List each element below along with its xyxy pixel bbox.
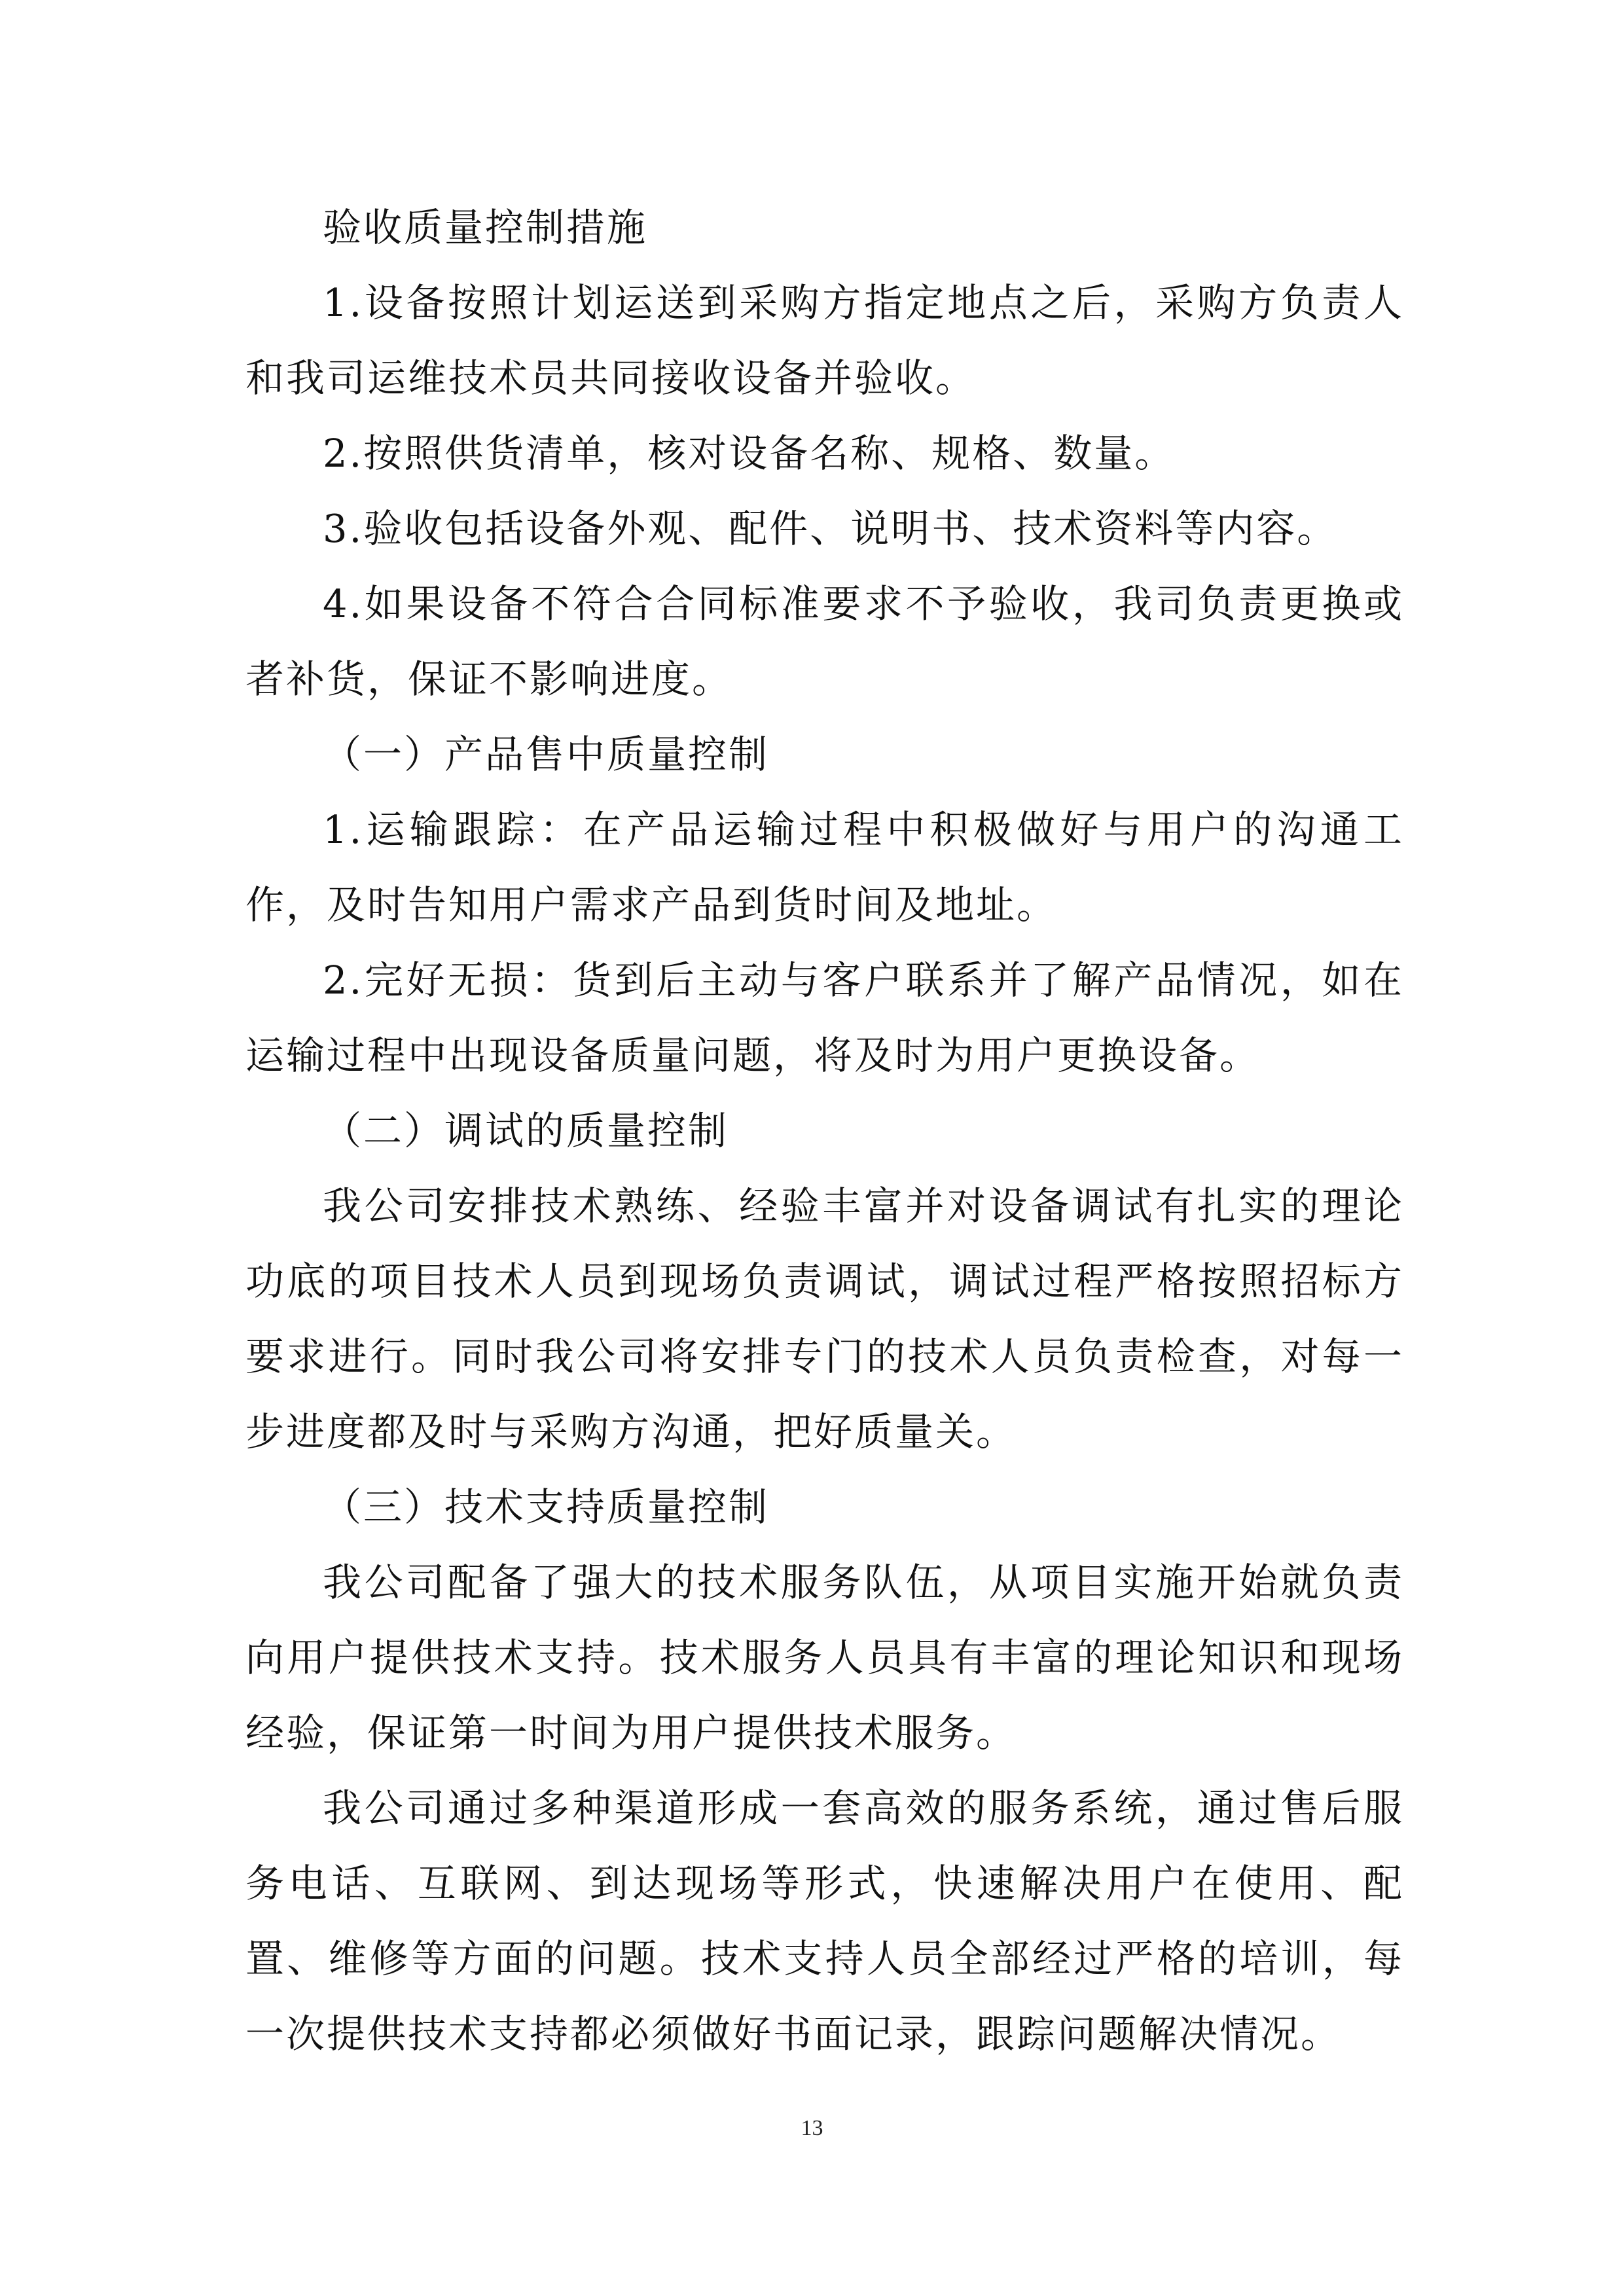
section-heading-acceptance: 验收质量控制措施 [323,205,648,250]
section-heading-debugging: （二）调试的质量控制 [323,1108,729,1153]
page-number: 13 [801,2116,823,2140]
paragraph-tech-support-team: 我公司配备了强大的技术服务队伍，从项目实施开始就负责向用户提供技术支持。技术服务人员具有丰富的理论知识和现场经验，保证第一时间为用户提供技术服务。 [245,1560,1404,1755]
section-heading-tech-support: （三）技术支持质量控制 [323,1484,770,1530]
paragraph-acceptance-4: 4.如果设备不符合合同标准要求不予验收，我司负责更换或者补货，保证不影响进度。 [245,581,1404,702]
paragraph-acceptance-2: 2.按照供货清单，核对设备名称、规格、数量。 [323,431,1176,476]
paragraph-service-system: 我公司通过多种渠道形成一套高效的服务系统，通过售后服务电话、互联网、到达现场等形式，快速解决用户在使用、配置、维修等方面的问题。技术支持人员全部经过严格的培训，每一次提供技术支持都必须做好书面记录，跟踪问题解决情况。 [245,1785,1404,2056]
section-heading-in-sale: （一）产品售中质量控制 [323,732,770,777]
paragraph-acceptance-3: 3.验收包括设备外观、配件、说明书、技术资料等内容。 [323,506,1338,551]
paragraph-debugging: 我公司安排技术熟练、经验丰富并对设备调试有扎实的理论功底的项目技术人员到现场负责调试，调试过程严格按照招标方要求进行。同时我公司将安排专门的技术人员负责检查，对每一步进度都及时与采购方沟通，把好质量关。 [245,1183,1404,1454]
document-body [245,190,1404,2072]
paragraph-intact-delivery: 2.完好无损：货到后主动与客户联系并了解产品情况，如在运输过程中出现设备质量问题，将及时为用户更换设备。 [245,958,1404,1078]
paragraph-transport-tracking: 1.运输跟踪：在产品运输过程中积极做好与用户的沟通工作，及时告知用户需求产品到货时间及地址。 [245,807,1404,927]
paragraph-acceptance-1: 1.设备按照计划运送到采购方指定地点之后，采购方负责人和我司运维技术员共同接收设备并验收。 [245,280,1404,401]
